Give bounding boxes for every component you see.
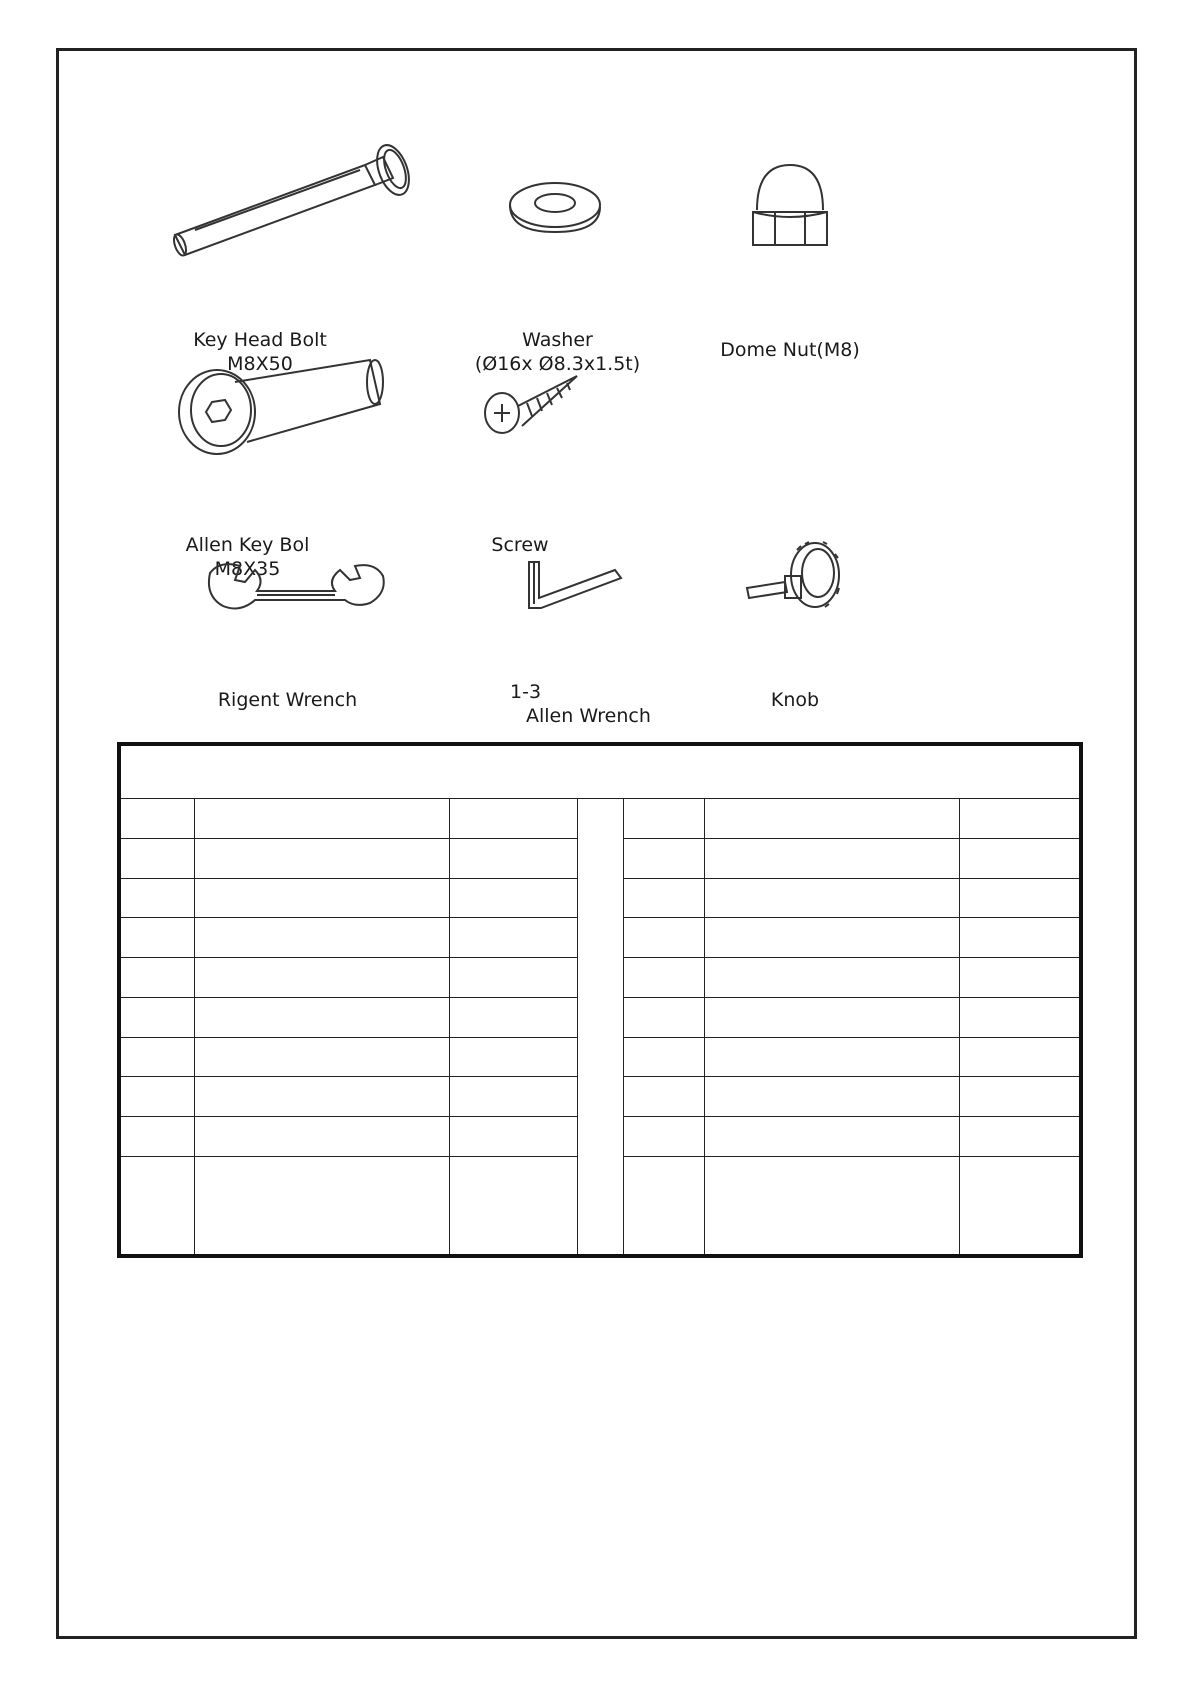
label-knob: Knob (770, 689, 820, 711)
part-rigent-wrench (205, 558, 385, 618)
part-screw (482, 368, 582, 438)
label-allen-wrench: 1-3 Allen Wrench (510, 681, 651, 727)
label-washer: Washer (Ø16x Ø8.3x1.5t) (474, 329, 641, 375)
dome-nut-icon (745, 160, 835, 260)
table-row (119, 799, 1081, 839)
part-washer (500, 172, 610, 242)
label-allen-key-bolt: Allen Key Bol M8X35 (185, 534, 310, 580)
open-end-wrench-icon (205, 558, 385, 618)
part-key-head-bolt (165, 140, 425, 270)
label-dome-nut: Dome Nut(M8) (720, 339, 860, 361)
table-title (119, 744, 1081, 799)
part-dome-nut (745, 160, 835, 260)
key-head-bolt-icon (165, 140, 425, 270)
label-screw: Screw (491, 534, 549, 556)
table-title-row (119, 744, 1081, 799)
label-rigent-wrench: Rigent Wrench (217, 689, 358, 711)
parts-list-table (117, 742, 1083, 1258)
allen-wrench-icon (525, 558, 625, 613)
part-allen-key-bolt (175, 352, 390, 462)
table-gap-column (577, 799, 623, 1257)
screw-icon (482, 368, 582, 438)
part-knob (745, 540, 845, 615)
allen-key-bolt-icon (175, 352, 390, 462)
knob-icon (745, 540, 845, 615)
label-key-head-bolt: Key Head Bolt M8X50 (193, 329, 327, 375)
washer-icon (500, 172, 610, 242)
part-allen-wrench (525, 558, 625, 613)
